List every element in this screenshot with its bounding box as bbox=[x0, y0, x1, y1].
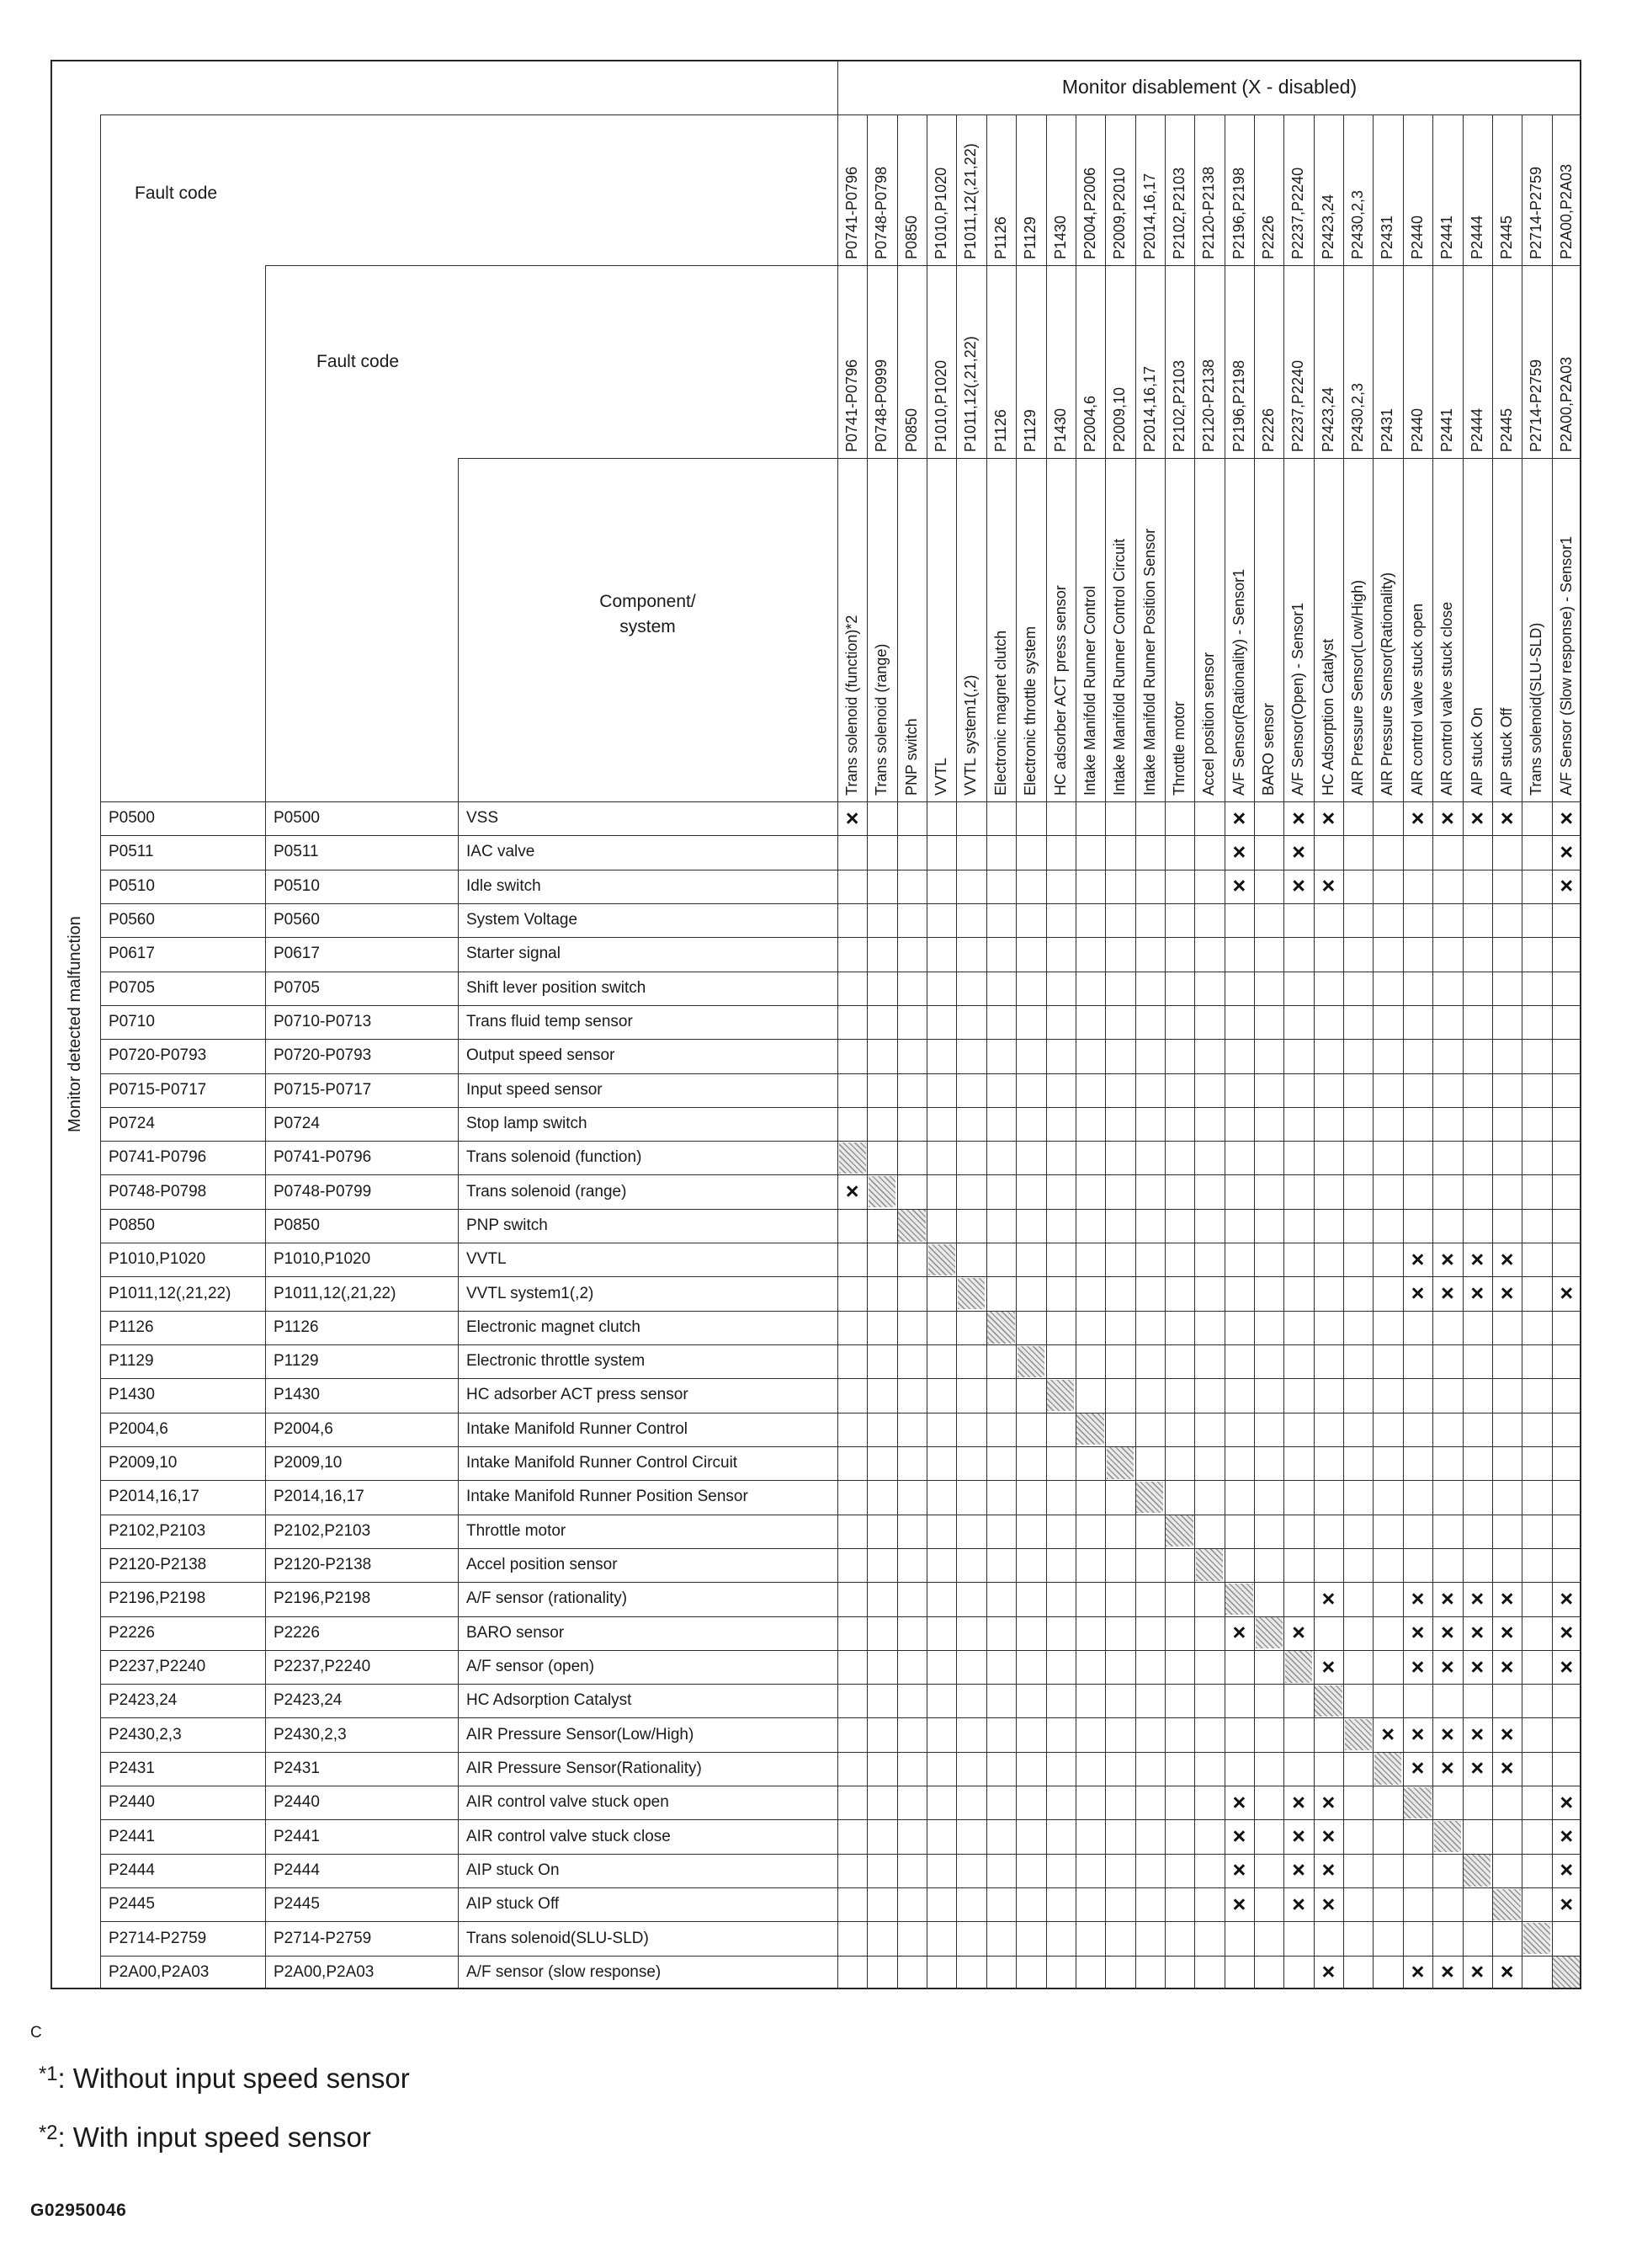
column-header-code-mid-12: P2102,P2103 bbox=[1170, 359, 1188, 452]
self-monitor-hatch-cell bbox=[1225, 1584, 1252, 1615]
disabled-x-mark: × bbox=[1440, 1585, 1454, 1611]
column-header-code-mid-4: P1010,P1020 bbox=[933, 359, 950, 452]
component-cell: AIR Pressure Sensor(Low/High) bbox=[466, 1725, 694, 1744]
fault-code-2-cell: P1011,12(,21,22) bbox=[274, 1284, 396, 1302]
component-cell: AIP stuck On bbox=[466, 1861, 560, 1879]
disabled-x-mark: × bbox=[1440, 1755, 1454, 1781]
column-header-component-6: Electronic magnet clutch bbox=[991, 630, 1009, 796]
fault-code-1-cell: P2226 bbox=[109, 1623, 155, 1642]
disabled-x-mark: × bbox=[1411, 805, 1425, 831]
column-header-code-mid-14: P2196,P2198 bbox=[1230, 359, 1247, 452]
column-header-code-mid-21: P2441 bbox=[1438, 407, 1456, 452]
disabled-x-mark: × bbox=[1411, 1722, 1425, 1748]
figure-id: G02950046 bbox=[30, 2201, 127, 2220]
component-cell: Intake Manifold Runner Control Circuit bbox=[466, 1454, 738, 1472]
disabled-x-mark: × bbox=[1560, 1857, 1574, 1883]
column-header-code-mid-6: P1126 bbox=[991, 409, 1009, 452]
component-cell: A/F sensor (open) bbox=[466, 1658, 595, 1675]
self-monitor-hatch-cell bbox=[869, 1176, 895, 1207]
self-monitor-hatch-cell bbox=[1315, 1685, 1342, 1717]
fault-code-2-cell: P2014,16,17 bbox=[274, 1488, 364, 1506]
column-header-component-13: Accel position sensor bbox=[1200, 652, 1218, 796]
fault-code-2-cell: P2440 bbox=[274, 1793, 320, 1812]
disabled-x-mark: × bbox=[1292, 1620, 1305, 1646]
self-monitor-hatch-cell bbox=[928, 1244, 955, 1275]
self-monitor-hatch-cell bbox=[958, 1278, 985, 1309]
fault-code-1-cell: P2196,P2198 bbox=[109, 1589, 206, 1608]
disabled-x-mark: × bbox=[1560, 1653, 1574, 1680]
column-header-code-top-20: P2440 bbox=[1408, 215, 1426, 259]
fault-code-2-cell: P0500 bbox=[274, 809, 320, 828]
column-header-component-17: HC Adsorption Catalyst bbox=[1319, 638, 1336, 796]
fault-code-1-cell: P2102,P2103 bbox=[109, 1521, 206, 1540]
fault-code-2-cell: P2430,2,3 bbox=[274, 1725, 347, 1744]
self-monitor-hatch-cell bbox=[1285, 1651, 1312, 1682]
disabled-x-mark: × bbox=[1232, 1789, 1246, 1815]
component-cell: A/F sensor (rationality) bbox=[466, 1589, 628, 1608]
component-cell: AIP stuck Off bbox=[466, 1895, 560, 1914]
component-cell: Stop lamp switch bbox=[466, 1114, 587, 1132]
fault-code-1-cell: P2423,24 bbox=[109, 1691, 178, 1710]
component-cell: A/F sensor (slow response) bbox=[466, 1962, 662, 1981]
fault-code-2-cell: P2004,6 bbox=[274, 1419, 333, 1438]
disabled-x-mark: × bbox=[1321, 1959, 1336, 1985]
disabled-x-mark: × bbox=[845, 805, 859, 831]
fault-code-2-cell: P2196,P2198 bbox=[274, 1589, 371, 1608]
disabled-x-mark: × bbox=[1321, 1653, 1336, 1680]
footnote-1-text: : Without input speed sensor bbox=[57, 2063, 410, 2095]
column-header-code-top-8: P1430 bbox=[1051, 215, 1069, 259]
disabled-x-mark: × bbox=[1500, 1959, 1514, 1985]
fault-code-2-cell: P0748-P0799 bbox=[274, 1182, 372, 1201]
footnote-2-ref: *2 bbox=[39, 2122, 58, 2144]
component-cell: VVTL bbox=[466, 1250, 507, 1269]
column-header-code-mid-23: P2445 bbox=[1497, 407, 1515, 452]
column-header-component-19: AIR Pressure Sensor(Rationality) bbox=[1379, 572, 1396, 796]
fault-code-2-cell: P2120-P2138 bbox=[274, 1556, 372, 1574]
fault-code-1-cell: P2444 bbox=[109, 1861, 155, 1879]
fault-code-1-cell: P0724 bbox=[109, 1114, 155, 1132]
self-monitor-hatch-cell bbox=[1404, 1787, 1431, 1818]
column-header-code-mid-5: P1011,12(,21,22) bbox=[962, 336, 980, 452]
fault-code-1-cell: P0617 bbox=[109, 945, 155, 963]
column-header-code-top-4: P1010,P1020 bbox=[933, 167, 950, 259]
fault-code-1-cell: P2004,6 bbox=[109, 1419, 168, 1438]
fault-code-2-cell: P1129 bbox=[274, 1352, 319, 1371]
component-cell: AIR control valve stuck close bbox=[466, 1827, 671, 1845]
column-header-component-18: AIR Pressure Sensor(Low/High) bbox=[1349, 579, 1367, 796]
disabled-x-mark: × bbox=[1470, 1755, 1485, 1781]
column-header-code-top-18: P2430,2,3 bbox=[1349, 189, 1367, 259]
column-header-code-mid-8: P1430 bbox=[1051, 407, 1069, 452]
column-header-code-mid-22: P2444 bbox=[1468, 407, 1485, 452]
fault-code-1-cell: P2237,P2240 bbox=[109, 1658, 206, 1675]
disabled-x-mark: × bbox=[1321, 1857, 1336, 1883]
self-monitor-hatch-cell bbox=[1493, 1889, 1520, 1920]
column-header-code-top-25: P2A00,P2A03 bbox=[1557, 163, 1575, 259]
fault-code-1-cell: P2009,10 bbox=[109, 1454, 178, 1472]
column-header-component-22: AIP stuck On bbox=[1468, 707, 1485, 796]
disabled-x-mark: × bbox=[1292, 873, 1305, 899]
component-cell: VSS bbox=[466, 809, 499, 828]
column-header-code-top-12: P2102,P2103 bbox=[1170, 167, 1188, 259]
column-header-component-25: A/F Sensor (Slow response) - Sensor1 bbox=[1557, 535, 1575, 796]
disabled-x-mark: × bbox=[1470, 1620, 1485, 1646]
column-header-component-1: Trans solenoid (function)*2 bbox=[843, 615, 860, 796]
disabled-x-mark: × bbox=[1292, 805, 1305, 831]
fault-code-1-cell: P0500 bbox=[109, 809, 155, 828]
column-header-code-mid-13: P2120-P2138 bbox=[1200, 359, 1218, 452]
disabled-x-mark: × bbox=[1292, 1857, 1305, 1883]
fault-code-1-cell: P0748-P0798 bbox=[109, 1182, 207, 1201]
disabled-x-mark: × bbox=[1500, 1585, 1514, 1611]
component-cell: Throttle motor bbox=[466, 1521, 566, 1540]
disabled-x-mark: × bbox=[1292, 1891, 1305, 1917]
self-monitor-hatch-cell bbox=[1345, 1719, 1372, 1750]
disabled-x-mark: × bbox=[1440, 1959, 1454, 1985]
fault-code-2-cell: P1430 bbox=[274, 1386, 320, 1404]
disabled-x-mark: × bbox=[1500, 1246, 1514, 1272]
fault-code-2-cell: P2423,24 bbox=[274, 1691, 343, 1710]
disabled-x-mark: × bbox=[1470, 1959, 1485, 1985]
disabled-x-mark: × bbox=[1232, 1891, 1246, 1917]
column-header-component-14: A/F Sensor(Rationality) - Sensor1 bbox=[1230, 568, 1247, 796]
component-cell: Trans fluid temp sensor bbox=[466, 1013, 633, 1031]
component-header-line2: system bbox=[619, 617, 676, 637]
disabled-x-mark: × bbox=[845, 1179, 859, 1205]
table-title: Monitor disablement (X - disabled) bbox=[1061, 76, 1358, 98]
disabled-x-mark: × bbox=[1292, 1823, 1305, 1850]
fault-code-1-cell: P0511 bbox=[109, 843, 154, 861]
component-cell: Electronic throttle system bbox=[466, 1352, 646, 1371]
fault-code-2-cell: P0560 bbox=[274, 911, 320, 929]
column-header-code-top-15: P2226 bbox=[1260, 215, 1278, 259]
component-cell: Intake Manifold Runner Control bbox=[466, 1419, 688, 1438]
column-header-code-top-17: P2423,24 bbox=[1319, 194, 1336, 259]
fault-code-1-cell: P2014,16,17 bbox=[109, 1488, 199, 1506]
disabled-x-mark: × bbox=[1560, 1823, 1574, 1850]
column-header-code-mid-18: P2430,2,3 bbox=[1349, 382, 1367, 452]
disabled-x-mark: × bbox=[1411, 1246, 1425, 1272]
disabled-x-mark: × bbox=[1500, 805, 1514, 831]
fault-code-1-cell: P0720-P0793 bbox=[109, 1046, 207, 1065]
self-monitor-hatch-cell bbox=[987, 1312, 1014, 1343]
disabled-x-mark: × bbox=[1560, 1620, 1574, 1646]
disabled-x-mark: × bbox=[1232, 1857, 1246, 1883]
self-monitor-hatch-cell bbox=[1047, 1380, 1074, 1411]
column-header-code-mid-7: P1129 bbox=[1022, 409, 1039, 452]
column-header-code-mid-19: P2431 bbox=[1379, 407, 1396, 452]
component-cell: VVTL system1(,2) bbox=[466, 1284, 594, 1302]
disabled-x-mark: × bbox=[1381, 1722, 1395, 1748]
fault-code-2-cell: P0741-P0796 bbox=[274, 1148, 372, 1167]
fault-code-1-cell: P0741-P0796 bbox=[109, 1148, 207, 1167]
fault-code-1-cell: P0710 bbox=[109, 1013, 155, 1031]
self-monitor-hatch-cell bbox=[1523, 1923, 1550, 1954]
component-header-line1: Component/ bbox=[599, 592, 696, 611]
fault-code-2-cell: P2431 bbox=[274, 1759, 320, 1777]
column-header-code-top-19: P2431 bbox=[1379, 215, 1396, 259]
fault-code-1-cell: P2431 bbox=[109, 1759, 155, 1777]
column-header-code-mid-9: P2004,6 bbox=[1081, 395, 1098, 452]
column-header-code-top-7: P1129 bbox=[1022, 216, 1039, 259]
fault-code-1-cell: P1010,P1020 bbox=[109, 1250, 206, 1269]
column-header-component-15: BARO sensor bbox=[1260, 702, 1278, 796]
self-monitor-hatch-cell bbox=[1374, 1753, 1401, 1784]
fault-code-1-cell: P1129 bbox=[109, 1352, 154, 1371]
component-cell: IAC valve bbox=[466, 843, 535, 861]
footnote-1 bbox=[39, 2063, 410, 2095]
fault-code-2-cell: P0705 bbox=[274, 978, 320, 997]
fault-code-2-cell: P2441 bbox=[274, 1827, 320, 1845]
disabled-x-mark: × bbox=[1470, 1246, 1485, 1272]
fault-code-header-2: Fault code bbox=[316, 352, 400, 371]
column-header-component-7: Electronic throttle system bbox=[1022, 626, 1039, 796]
column-header-code-mid-1: P0741-P0796 bbox=[843, 359, 860, 452]
disabled-x-mark: × bbox=[1470, 805, 1485, 831]
column-header-component-4: VVTL bbox=[933, 757, 950, 796]
column-header-component-11: Intake Manifold Runner Position Sensor bbox=[1140, 528, 1158, 796]
footnote-2 bbox=[39, 2122, 371, 2154]
disabled-x-mark: × bbox=[1321, 1789, 1336, 1815]
column-header-code-top-24: P2714-P2759 bbox=[1528, 166, 1545, 259]
fault-code-1-cell: P2445 bbox=[109, 1895, 155, 1914]
component-cell: Electronic magnet clutch bbox=[466, 1318, 640, 1336]
fault-code-2-cell: P0724 bbox=[274, 1114, 320, 1132]
column-header-code-top-10: P2009,P2010 bbox=[1111, 167, 1129, 259]
column-header-code-mid-2: P0748-P0999 bbox=[873, 359, 890, 452]
disabled-x-mark: × bbox=[1411, 1620, 1425, 1646]
fault-code-1-cell: P2441 bbox=[109, 1827, 155, 1845]
disabled-x-mark: × bbox=[1560, 873, 1574, 899]
disabled-x-mark: × bbox=[1440, 1246, 1454, 1272]
column-header-code-mid-24: P2714-P2759 bbox=[1528, 359, 1545, 452]
column-header-component-8: HC adsorber ACT press sensor bbox=[1051, 585, 1069, 796]
fault-code-2-cell: P0715-P0717 bbox=[274, 1080, 372, 1099]
column-header-code-top-6: P1126 bbox=[991, 216, 1009, 259]
column-header-component-23: AIP stuck Off bbox=[1497, 707, 1515, 796]
column-header-code-top-1: P0741-P0796 bbox=[843, 166, 860, 259]
column-header-code-mid-17: P2423,24 bbox=[1319, 386, 1336, 452]
column-header-component-21: AIR control valve stuck close bbox=[1438, 601, 1456, 796]
fault-code-1-cell: P1126 bbox=[109, 1318, 154, 1336]
column-header-code-mid-10: P2009,10 bbox=[1111, 386, 1129, 452]
disabled-x-mark: × bbox=[1440, 805, 1454, 831]
column-header-component-10: Intake Manifold Runner Control Circuit bbox=[1111, 538, 1129, 796]
component-cell: Trans solenoid (range) bbox=[466, 1182, 627, 1201]
column-header-code-top-13: P2120-P2138 bbox=[1200, 166, 1218, 259]
fault-code-2-cell: P0510 bbox=[274, 876, 320, 895]
disabled-x-mark: × bbox=[1500, 1620, 1514, 1646]
disabled-x-mark: × bbox=[1232, 1620, 1246, 1646]
component-cell: PNP switch bbox=[466, 1216, 548, 1234]
self-monitor-hatch-cell bbox=[839, 1142, 866, 1174]
disabled-x-mark: × bbox=[1560, 805, 1574, 831]
component-cell: Starter signal bbox=[466, 945, 561, 963]
disabled-x-mark: × bbox=[1560, 1891, 1574, 1917]
disabled-x-mark: × bbox=[1232, 873, 1246, 899]
component-system-header bbox=[458, 589, 837, 641]
disabled-x-mark: × bbox=[1411, 1755, 1425, 1781]
fault-code-2-cell: P2445 bbox=[274, 1895, 320, 1914]
disabled-x-mark: × bbox=[1440, 1620, 1454, 1646]
disabled-x-mark: × bbox=[1470, 1722, 1485, 1748]
column-header-component-16: A/F Sensor(Open) - Sensor1 bbox=[1289, 602, 1307, 796]
fault-code-2-cell: P0850 bbox=[274, 1216, 320, 1234]
column-header-code-top-22: P2444 bbox=[1468, 215, 1485, 259]
column-header-code-mid-3: P0850 bbox=[902, 407, 920, 452]
fault-code-1-cell: P0850 bbox=[109, 1216, 155, 1234]
column-header-code-mid-15: P2226 bbox=[1260, 407, 1278, 452]
disabled-x-mark: × bbox=[1560, 1789, 1574, 1815]
fault-code-1-cell: P0560 bbox=[109, 911, 155, 929]
fault-code-2-cell: P2A00,P2A03 bbox=[274, 1962, 375, 1981]
column-header-component-2: Trans solenoid (range) bbox=[873, 643, 890, 796]
component-cell: Intake Manifold Runner Position Sensor bbox=[466, 1488, 748, 1506]
fault-code-2-cell: P0511 bbox=[274, 843, 319, 861]
column-header-component-12: Throttle motor bbox=[1170, 700, 1188, 796]
component-cell: Input speed sensor bbox=[466, 1080, 603, 1099]
footnote-2-text: : With input speed sensor bbox=[57, 2122, 371, 2154]
component-cell: Idle switch bbox=[466, 876, 541, 895]
disabled-x-mark: × bbox=[1411, 1585, 1425, 1611]
component-cell: System Voltage bbox=[466, 911, 578, 929]
column-header-code-top-23: P2445 bbox=[1497, 215, 1515, 259]
fault-code-2-cell: P2102,P2103 bbox=[274, 1521, 371, 1540]
column-header-code-top-16: P2237,P2240 bbox=[1289, 167, 1307, 259]
fault-code-1-cell: P2120-P2138 bbox=[109, 1556, 207, 1574]
disabled-x-mark: × bbox=[1411, 1280, 1425, 1307]
disabled-x-mark: × bbox=[1470, 1585, 1485, 1611]
disabled-x-mark: × bbox=[1321, 1891, 1336, 1917]
column-header-code-top-3: P0850 bbox=[902, 215, 920, 259]
fault-code-2-cell: P2714-P2759 bbox=[274, 1929, 372, 1947]
disabled-x-mark: × bbox=[1232, 1823, 1246, 1850]
fault-code-1-cell: P1430 bbox=[109, 1386, 155, 1404]
fault-code-1-cell: P2A00,P2A03 bbox=[109, 1962, 210, 1981]
column-header-component-3: PNP switch bbox=[902, 718, 920, 796]
component-cell: Shift lever position switch bbox=[466, 978, 646, 997]
column-header-code-top-9: P2004,P2006 bbox=[1081, 167, 1098, 259]
self-monitor-hatch-cell bbox=[1136, 1482, 1163, 1513]
disabled-x-mark: × bbox=[1321, 873, 1336, 899]
self-monitor-hatch-cell bbox=[1018, 1346, 1044, 1377]
fault-code-2-cell: P0710-P0713 bbox=[274, 1013, 372, 1031]
column-header-code-top-21: P2441 bbox=[1438, 215, 1456, 259]
column-header-code-top-11: P2014,16,17 bbox=[1140, 173, 1158, 259]
disabled-x-mark: × bbox=[1321, 1823, 1336, 1850]
component-cell: Accel position sensor bbox=[466, 1556, 618, 1574]
disabled-x-mark: × bbox=[1560, 839, 1574, 865]
disabled-x-mark: × bbox=[1292, 1789, 1305, 1815]
column-header-code-top-2: P0748-P0798 bbox=[873, 166, 890, 259]
disabled-x-mark: × bbox=[1500, 1280, 1514, 1307]
component-cell: Trans solenoid(SLU-SLD) bbox=[466, 1929, 649, 1947]
self-monitor-hatch-cell bbox=[1107, 1447, 1134, 1478]
fault-code-2-cell: P1126 bbox=[274, 1318, 319, 1336]
fault-code-2-cell: P0617 bbox=[274, 945, 320, 963]
disabled-x-mark: × bbox=[1500, 1653, 1514, 1680]
column-header-code-mid-16: P2237,P2240 bbox=[1289, 359, 1307, 452]
disabled-x-mark: × bbox=[1440, 1653, 1454, 1680]
fault-code-2-cell: P2237,P2240 bbox=[274, 1658, 371, 1675]
fault-code-2-cell: P2226 bbox=[274, 1623, 320, 1642]
monitor-detected-malfunction-label: Monitor detected malfunction bbox=[66, 916, 84, 1133]
disabled-x-mark: × bbox=[1470, 1280, 1485, 1307]
footnote-marker: C bbox=[30, 2024, 42, 2042]
column-header-code-top-14: P2196,P2198 bbox=[1230, 167, 1247, 259]
component-cell: AIR control valve stuck open bbox=[466, 1793, 669, 1812]
component-cell: BARO sensor bbox=[466, 1623, 565, 1642]
fault-code-2-cell: P0720-P0793 bbox=[274, 1046, 372, 1065]
component-cell: AIR Pressure Sensor(Rationality) bbox=[466, 1759, 702, 1777]
fault-code-1-cell: P2440 bbox=[109, 1793, 155, 1812]
component-cell: HC Adsorption Catalyst bbox=[466, 1691, 632, 1710]
fault-code-1-cell: P0715-P0717 bbox=[109, 1080, 207, 1099]
self-monitor-hatch-cell bbox=[1256, 1617, 1283, 1648]
fault-code-1-cell: P0705 bbox=[109, 978, 155, 997]
self-monitor-hatch-cell bbox=[898, 1210, 925, 1241]
self-monitor-hatch-cell bbox=[1434, 1821, 1461, 1852]
disabled-x-mark: × bbox=[1500, 1722, 1514, 1748]
column-header-code-mid-20: P2440 bbox=[1408, 407, 1426, 452]
self-monitor-hatch-cell bbox=[1166, 1515, 1193, 1547]
disabled-x-mark: × bbox=[1232, 839, 1246, 865]
column-header-component-24: Trans solenoid(SLU-SLD) bbox=[1528, 622, 1545, 796]
fault-code-header-1: Fault code bbox=[135, 184, 218, 203]
self-monitor-hatch-cell bbox=[1553, 1957, 1580, 1988]
fault-code-2-cell: P2009,10 bbox=[274, 1454, 343, 1472]
fault-code-1-cell: P2430,2,3 bbox=[109, 1725, 182, 1744]
self-monitor-hatch-cell bbox=[1076, 1414, 1103, 1445]
disabled-x-mark: × bbox=[1321, 1585, 1336, 1611]
component-cell: Output speed sensor bbox=[466, 1046, 615, 1065]
fault-code-2-cell: P2444 bbox=[274, 1861, 320, 1879]
disabled-x-mark: × bbox=[1440, 1722, 1454, 1748]
disabled-x-mark: × bbox=[1560, 1585, 1574, 1611]
column-header-code-mid-25: P2A00,P2A03 bbox=[1557, 356, 1575, 452]
self-monitor-hatch-cell bbox=[1464, 1855, 1490, 1886]
column-header-code-top-5: P1011,12(,21,22) bbox=[962, 143, 980, 259]
fault-code-1-cell: P1011,12(,21,22) bbox=[109, 1284, 231, 1302]
footnote-1-ref: *1 bbox=[39, 2063, 58, 2085]
disabled-x-mark: × bbox=[1321, 805, 1336, 831]
fault-code-1-cell: P0510 bbox=[109, 876, 155, 895]
disabled-x-mark: × bbox=[1292, 839, 1305, 865]
disabled-x-mark: × bbox=[1470, 1653, 1485, 1680]
disabled-x-mark: × bbox=[1500, 1755, 1514, 1781]
self-monitor-hatch-cell bbox=[1196, 1549, 1223, 1580]
column-header-code-mid-11: P2014,16,17 bbox=[1140, 365, 1158, 452]
component-cell: HC adsorber ACT press sensor bbox=[466, 1386, 688, 1404]
column-header-component-20: AIR control valve stuck open bbox=[1408, 603, 1426, 796]
component-cell: Trans solenoid (function) bbox=[466, 1148, 642, 1167]
disabled-x-mark: × bbox=[1411, 1653, 1425, 1680]
disabled-x-mark: × bbox=[1440, 1280, 1454, 1307]
disabled-x-mark: × bbox=[1560, 1280, 1574, 1307]
fault-code-1-cell: P2714-P2759 bbox=[109, 1929, 207, 1947]
fault-code-2-cell: P1010,P1020 bbox=[274, 1250, 371, 1269]
disabled-x-mark: × bbox=[1232, 805, 1246, 831]
column-header-component-5: VVTL system1(,2) bbox=[962, 674, 980, 796]
disabled-x-mark: × bbox=[1411, 1959, 1425, 1985]
column-header-component-9: Intake Manifold Runner Control bbox=[1081, 585, 1098, 796]
